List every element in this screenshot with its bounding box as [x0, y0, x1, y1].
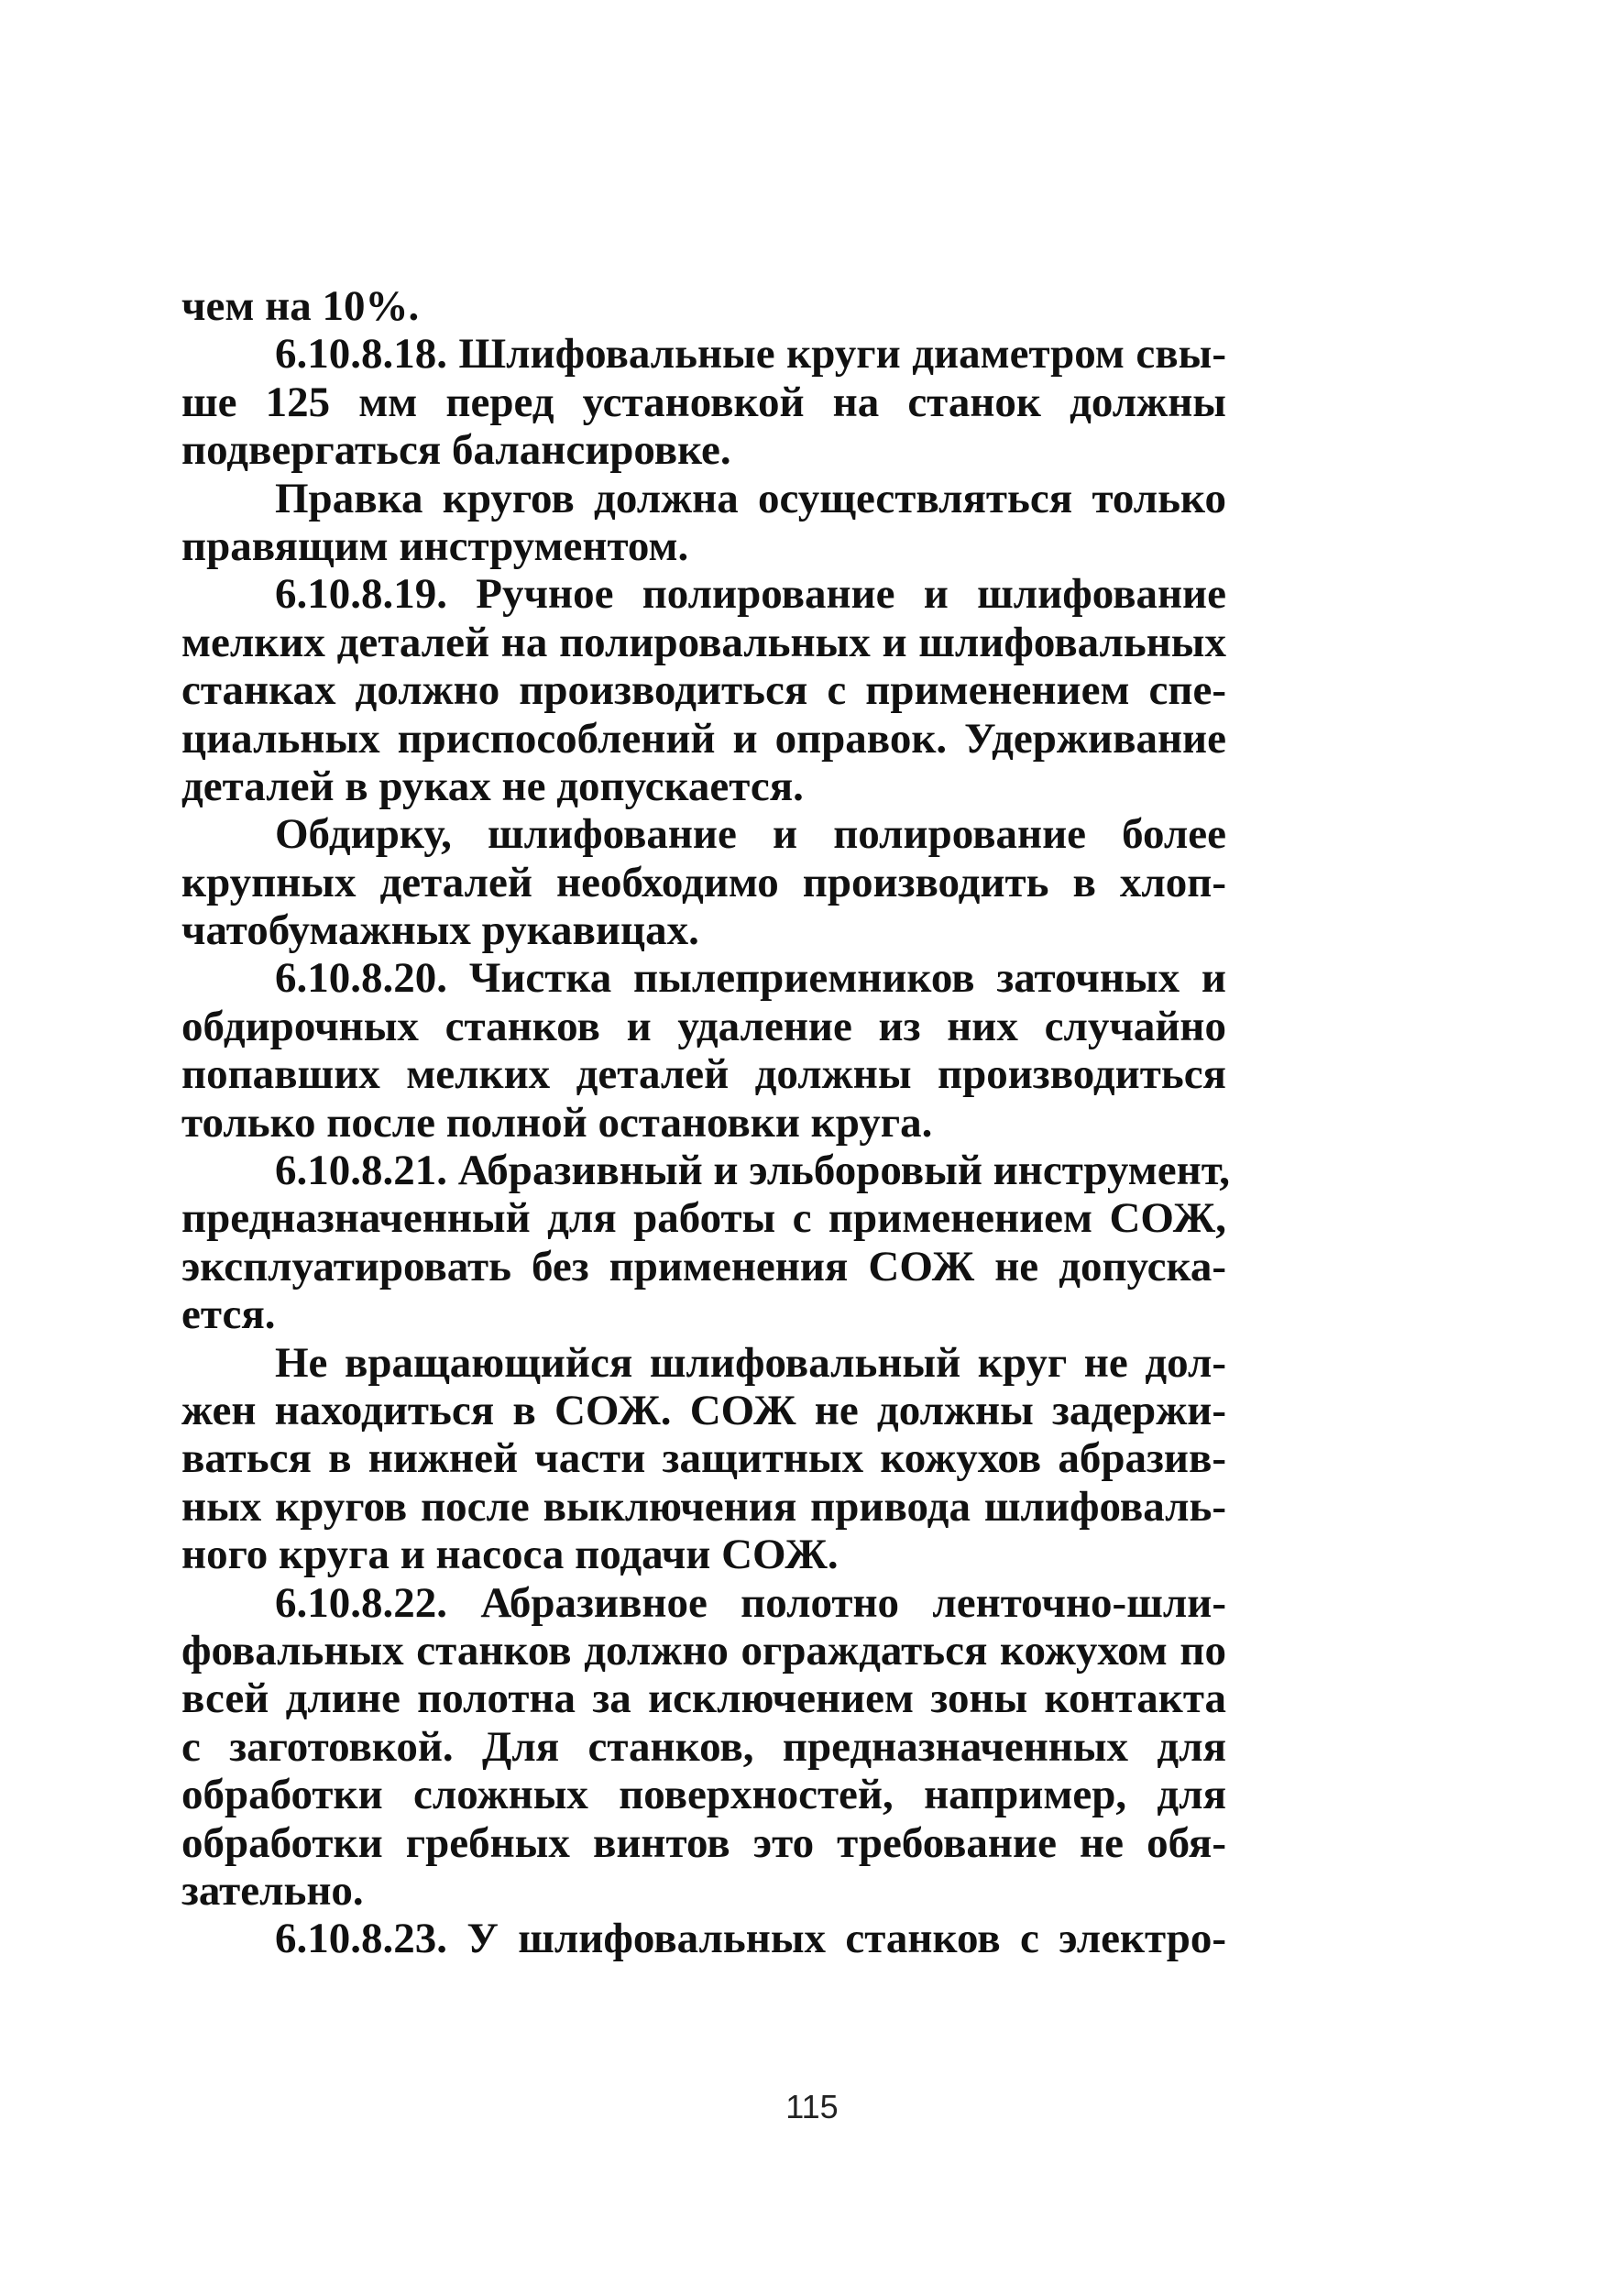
body-text [181, 282, 1231, 1963]
text-line: станках должно производиться с применением спе- [181, 666, 1226, 715]
text-line: 6.10.8.23. У шлифовальных станков с электро- [275, 1915, 1226, 1963]
text-line: всей длине полотна за исключением зоны контакта [181, 1675, 1226, 1723]
text-line: ется. [181, 1290, 276, 1339]
text-line: чатобумажных рукавицах. [181, 906, 699, 955]
text-line: 6.10.8.20. Чистка пылеприемников заточных и [275, 954, 1226, 1003]
page-number: 115 [785, 2088, 839, 2125]
text-line: с заготовкой. Для станков, предназначенных для [181, 1722, 1226, 1771]
text-line: попавших мелких деталей должны производиться [181, 1050, 1226, 1099]
text-line: циальных приспособлений и оправок. Удерживание [181, 714, 1226, 763]
text-line: крупных деталей необходимо производить в хлоп- [181, 858, 1226, 906]
text-line: предназначенный для работы с применением СОЖ, [181, 1194, 1226, 1243]
text-line: 6.10.8.18. Шлифовальные круги диаметром свы- [275, 330, 1226, 379]
text-line: жен находиться в СОЖ. СОЖ не должны задержи- [181, 1386, 1226, 1434]
text-line: подвергаться балансировке. [181, 426, 731, 475]
text-line: мелких деталей на полировальных и шлифовальных [181, 618, 1226, 666]
text-line: 6.10.8.22. Абразивное полотно ленточно-шли- [275, 1578, 1226, 1627]
text-line: только после полной остановки круга. [181, 1098, 933, 1147]
text-line: Обдирку, шлифование и полирование более [275, 810, 1226, 859]
text-line: обработки сложных поверхностей, например, для [181, 1771, 1226, 1819]
text-line: зательно. [181, 1866, 364, 1915]
text-line: чем на 10%. [181, 282, 420, 330]
text-line: деталей в руках не допускается. [181, 762, 804, 810]
text-line: обработки гребных винтов это требование не обя- [181, 1818, 1226, 1867]
text-line: ных кругов после выключения привода шлифоваль- [181, 1482, 1226, 1531]
text-line: 6.10.8.21. Абразивный и эльборовый инструмент, [275, 1147, 1231, 1195]
text-line: ше 125 мм перед установкой на станок должны [181, 378, 1226, 426]
text-line: фовальных станков должно ограждаться кожухом по [181, 1626, 1226, 1675]
text-line: обдирочных станков и удаление из них случайно [181, 1002, 1226, 1050]
text-line: Правка кругов должна осуществляться только [275, 474, 1226, 522]
text-line: правящим инструментом. [181, 522, 689, 570]
text-line: 6.10.8.19. Ручное полирование и шлифование [275, 570, 1226, 619]
text-line: Не вращающийся шлифовальный круг не дол- [275, 1338, 1226, 1387]
text-line: ного круга и насоса подачи СОЖ. [181, 1531, 839, 1579]
text-line: эксплуатировать без применения СОЖ не допуска- [181, 1242, 1226, 1290]
text-line: ваться в нижней части защитных кожухов абразив- [181, 1434, 1226, 1483]
